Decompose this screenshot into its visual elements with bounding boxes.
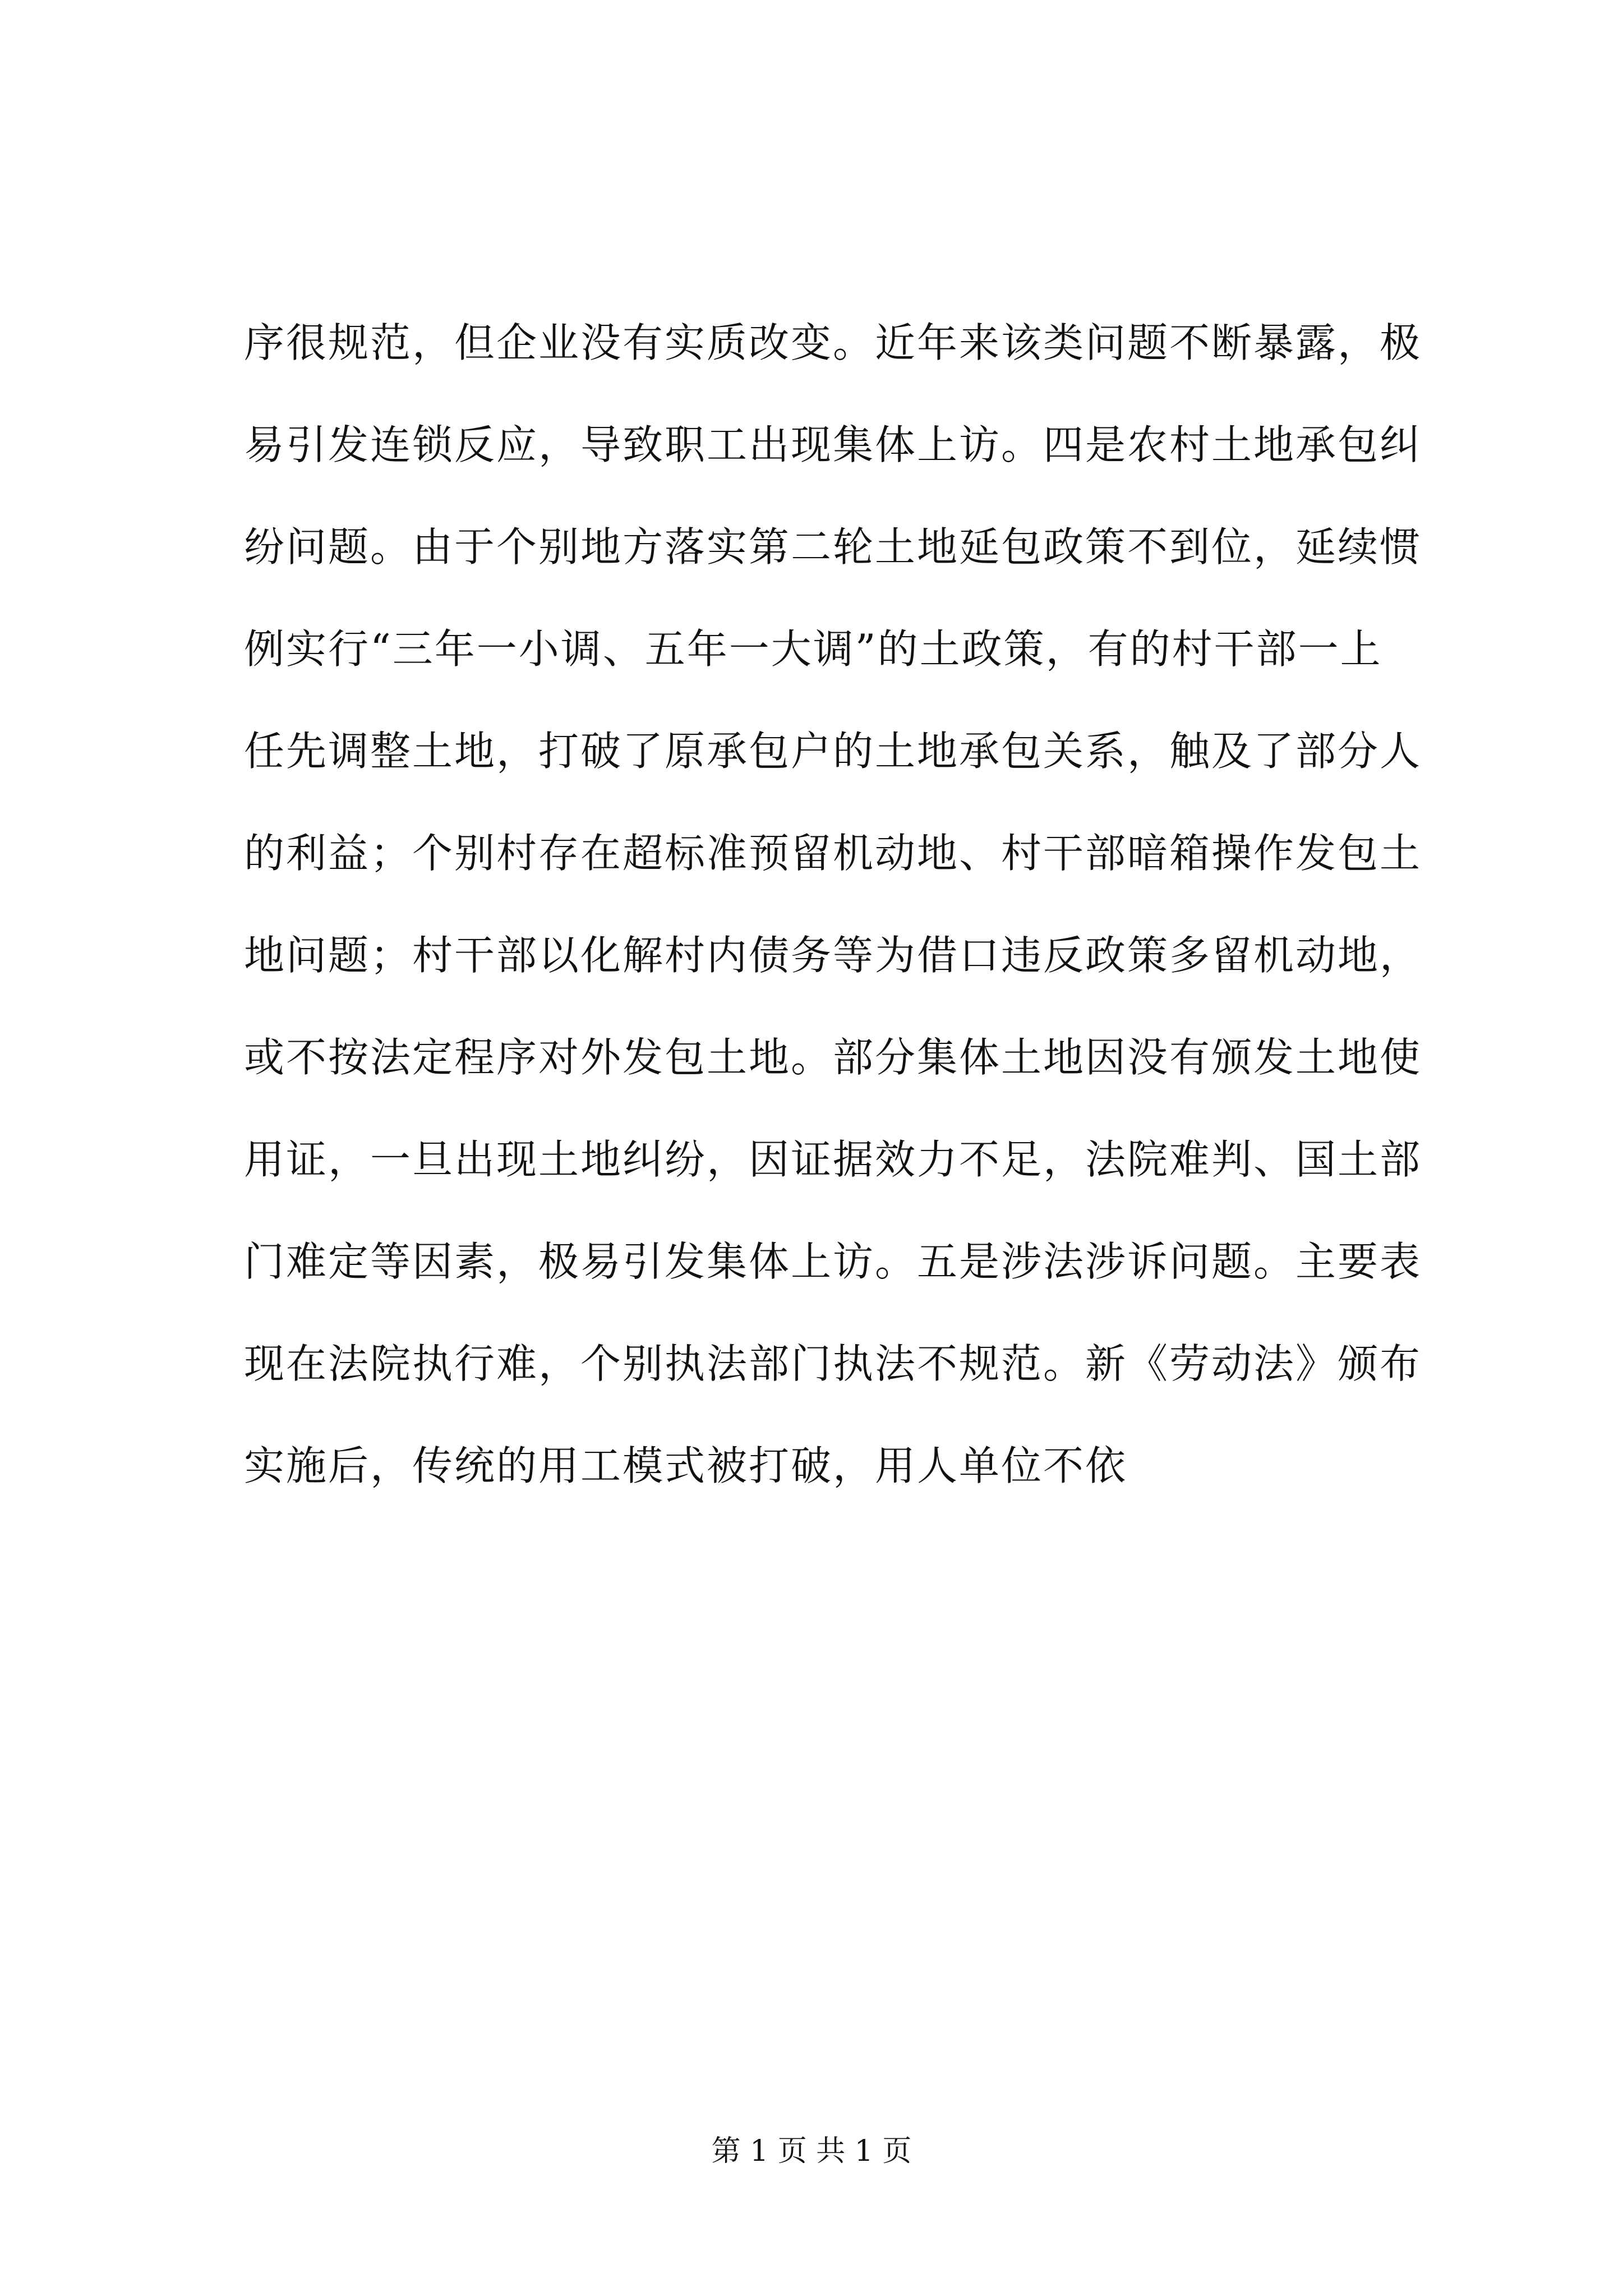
- text-line: 纷问题。由于个别地方落实第二轮土地延包政策不到位，延续惯: [244, 523, 1422, 570]
- text-line: 地问题；村干部以化解村内债务等为借口违反政策多留机动地，: [244, 932, 1422, 979]
- text-line: 或不按法定程序对外发包土地。部分集体土地因没有颁发土地使: [244, 1034, 1422, 1081]
- text-line: 例实行“三年一小调、五年一大调”的土政策，有的村干部一上: [244, 625, 1382, 673]
- body-paragraph: [244, 292, 1422, 1517]
- text-line: 门难定等因素，极易引发集体上访。五是涉法涉诉问题。主要表: [244, 1238, 1422, 1285]
- text-line: 任先调整土地，打破了原承包户的土地承包关系，触及了部分人: [244, 728, 1422, 775]
- text-line: 的利益；个别村存在超标准预留机动地、村干部暗箱操作发包土: [244, 830, 1422, 877]
- page-number-footer: 第 1 页 共 1 页: [711, 2134, 912, 2168]
- text-line: 用证，一旦出现土地纠纷，因证据效力不足，法院难判、国土部: [244, 1136, 1422, 1183]
- text-line: 现在法院执行难，个别执法部门执法不规范。新《劳动法》颁布: [244, 1340, 1422, 1387]
- text-line: 易引发连锁反应，导致职工出现集体上访。四是农村土地承包纠: [244, 421, 1422, 468]
- text-line: 实施后，传统的用工模式被打破，用人单位不依: [244, 1442, 1128, 1489]
- text-line: 序很规范，但企业没有实质改变。近年来该类问题不断暴露，极: [244, 319, 1422, 366]
